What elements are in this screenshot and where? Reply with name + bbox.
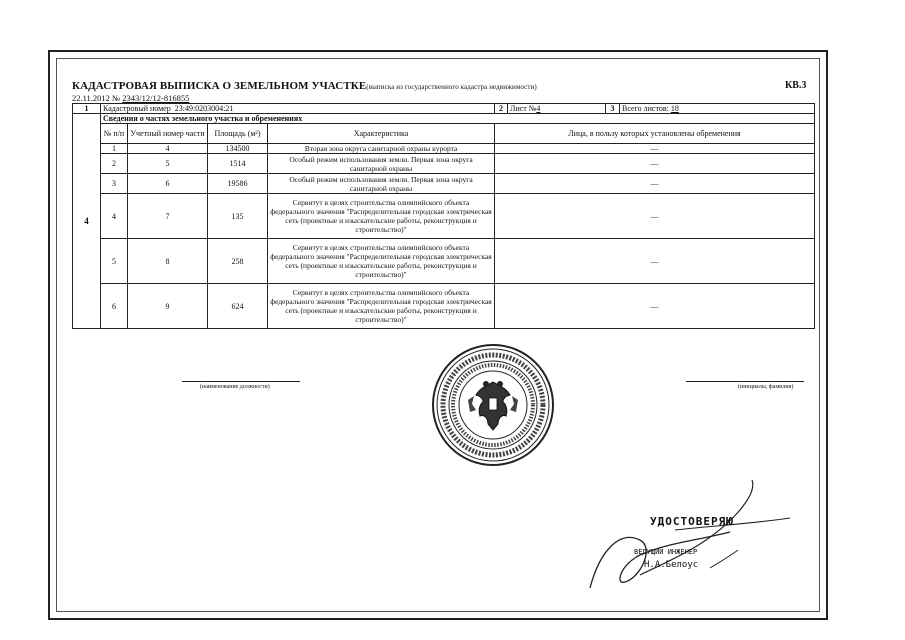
info-row xyxy=(73,104,815,114)
info-index: 1 xyxy=(73,104,101,114)
header-area: Площадь (м²) xyxy=(208,124,268,144)
table-row xyxy=(73,174,815,194)
row-num: 3 xyxy=(101,174,128,194)
table-row xyxy=(73,144,815,154)
section-title-row xyxy=(73,114,815,124)
row-num: 5 xyxy=(101,239,128,284)
table-header-row xyxy=(73,124,815,144)
total-index: 3 xyxy=(606,104,620,114)
section-index: 4 xyxy=(73,114,101,329)
certification-stamp xyxy=(634,515,734,570)
row-part: 4 xyxy=(128,144,208,154)
official-seal-icon xyxy=(428,340,558,470)
header-part: Учетный номер части xyxy=(128,124,208,144)
cadastral-cell xyxy=(101,104,495,114)
sheet-cell xyxy=(508,104,606,114)
row-part: 8 xyxy=(128,239,208,284)
row-characteristic: Сервитут в целях строительства олимпийского объекта федерального значения "Распределительная городская электрическая сеть (проектные и изыскательские работы, реконструкция и строительство)" xyxy=(268,194,495,239)
row-num: 1 xyxy=(101,144,128,154)
row-characteristic: Особый режим использования земли. Первая зона округа санитарной охраны xyxy=(268,154,495,174)
row-persons: — xyxy=(495,194,815,239)
row-area: 135 xyxy=(208,194,268,239)
stamp-certify: УДОСТОВЕРЯЮ xyxy=(650,515,734,528)
header-num: № п/п xyxy=(101,124,128,144)
table-row xyxy=(73,239,815,284)
sheet-number: 4 xyxy=(536,104,541,113)
title-main: КАДАСТРОВАЯ ВЫПИСКА О ЗЕМЕЛЬНОМ УЧАСТКЕ xyxy=(72,80,367,92)
row-characteristic: Особый режим использования земли. Первая зона округа санитарной охраны xyxy=(268,174,495,194)
row-part: 9 xyxy=(128,284,208,329)
cadastral-number: 23:49:0203004:21 xyxy=(174,104,234,113)
form-code: КВ.3 xyxy=(785,80,807,91)
row-area: 19586 xyxy=(208,174,268,194)
row-area: 134500 xyxy=(208,144,268,154)
total-cell xyxy=(620,104,815,114)
sheet-index: 2 xyxy=(495,104,508,114)
cadastral-label: Кадастровый номер xyxy=(103,104,171,113)
date-prefix: 22.11.2012 № xyxy=(72,93,121,103)
stamp-position: ВЕДУЩИЙ ИНЖЕНЕР xyxy=(634,548,698,556)
row-persons: — xyxy=(495,284,815,329)
row-persons: — xyxy=(495,174,815,194)
row-persons: — xyxy=(495,144,815,154)
row-characteristic: Сервитут в целях строительства олимпийского объекта федерального значения "Распределительная городская электрическая сеть (проектные и изыскательские работы, реконструкция и строительство)" xyxy=(268,239,495,284)
row-characteristic: Сервитут в целях строительства олимпийского объекта федерального значения "Распределительная городская электрическая сеть (проектные и изыскательские работы, реконструкция и строительство)" xyxy=(268,284,495,329)
row-persons: — xyxy=(495,239,815,284)
document-title xyxy=(72,80,537,92)
row-persons: — xyxy=(495,154,815,174)
stamp-name: Н.А.Белоус xyxy=(644,560,699,570)
handwritten-signature-icon xyxy=(580,470,800,600)
position-signature-line xyxy=(182,381,300,382)
row-characteristic: Вторая зона округа санитарной охраны курорта xyxy=(268,144,495,154)
row-num: 2 xyxy=(101,154,128,174)
sheet-label: Лист № xyxy=(510,104,537,113)
row-area: 258 xyxy=(208,239,268,284)
row-part: 5 xyxy=(128,154,208,174)
name-label: (инициалы, фамилия) xyxy=(738,384,794,390)
total-label: Всего листов: xyxy=(622,104,669,113)
row-area: 1514 xyxy=(208,154,268,174)
row-num: 4 xyxy=(101,194,128,239)
parcel-table xyxy=(72,103,815,329)
total-sheets: 18 xyxy=(670,104,679,113)
document-date xyxy=(72,93,189,103)
title-note: (выписка из государственного кадастра недвижимости) xyxy=(366,83,537,91)
table-row xyxy=(73,284,815,329)
row-part: 6 xyxy=(128,174,208,194)
row-area: 624 xyxy=(208,284,268,329)
document-number: 2343/12/12-816855 xyxy=(122,93,190,103)
header-characteristic: Характеристика xyxy=(268,124,495,144)
row-num: 6 xyxy=(101,284,128,329)
section-title: Сведения о частях земельного участка и обременениях xyxy=(101,114,815,124)
position-label: (наименование должности) xyxy=(200,384,270,390)
table-row xyxy=(73,154,815,174)
header-persons: Лица, в пользу которых установлены обременения xyxy=(495,124,815,144)
name-signature-line xyxy=(686,381,804,382)
table-row xyxy=(73,194,815,239)
row-part: 7 xyxy=(128,194,208,239)
